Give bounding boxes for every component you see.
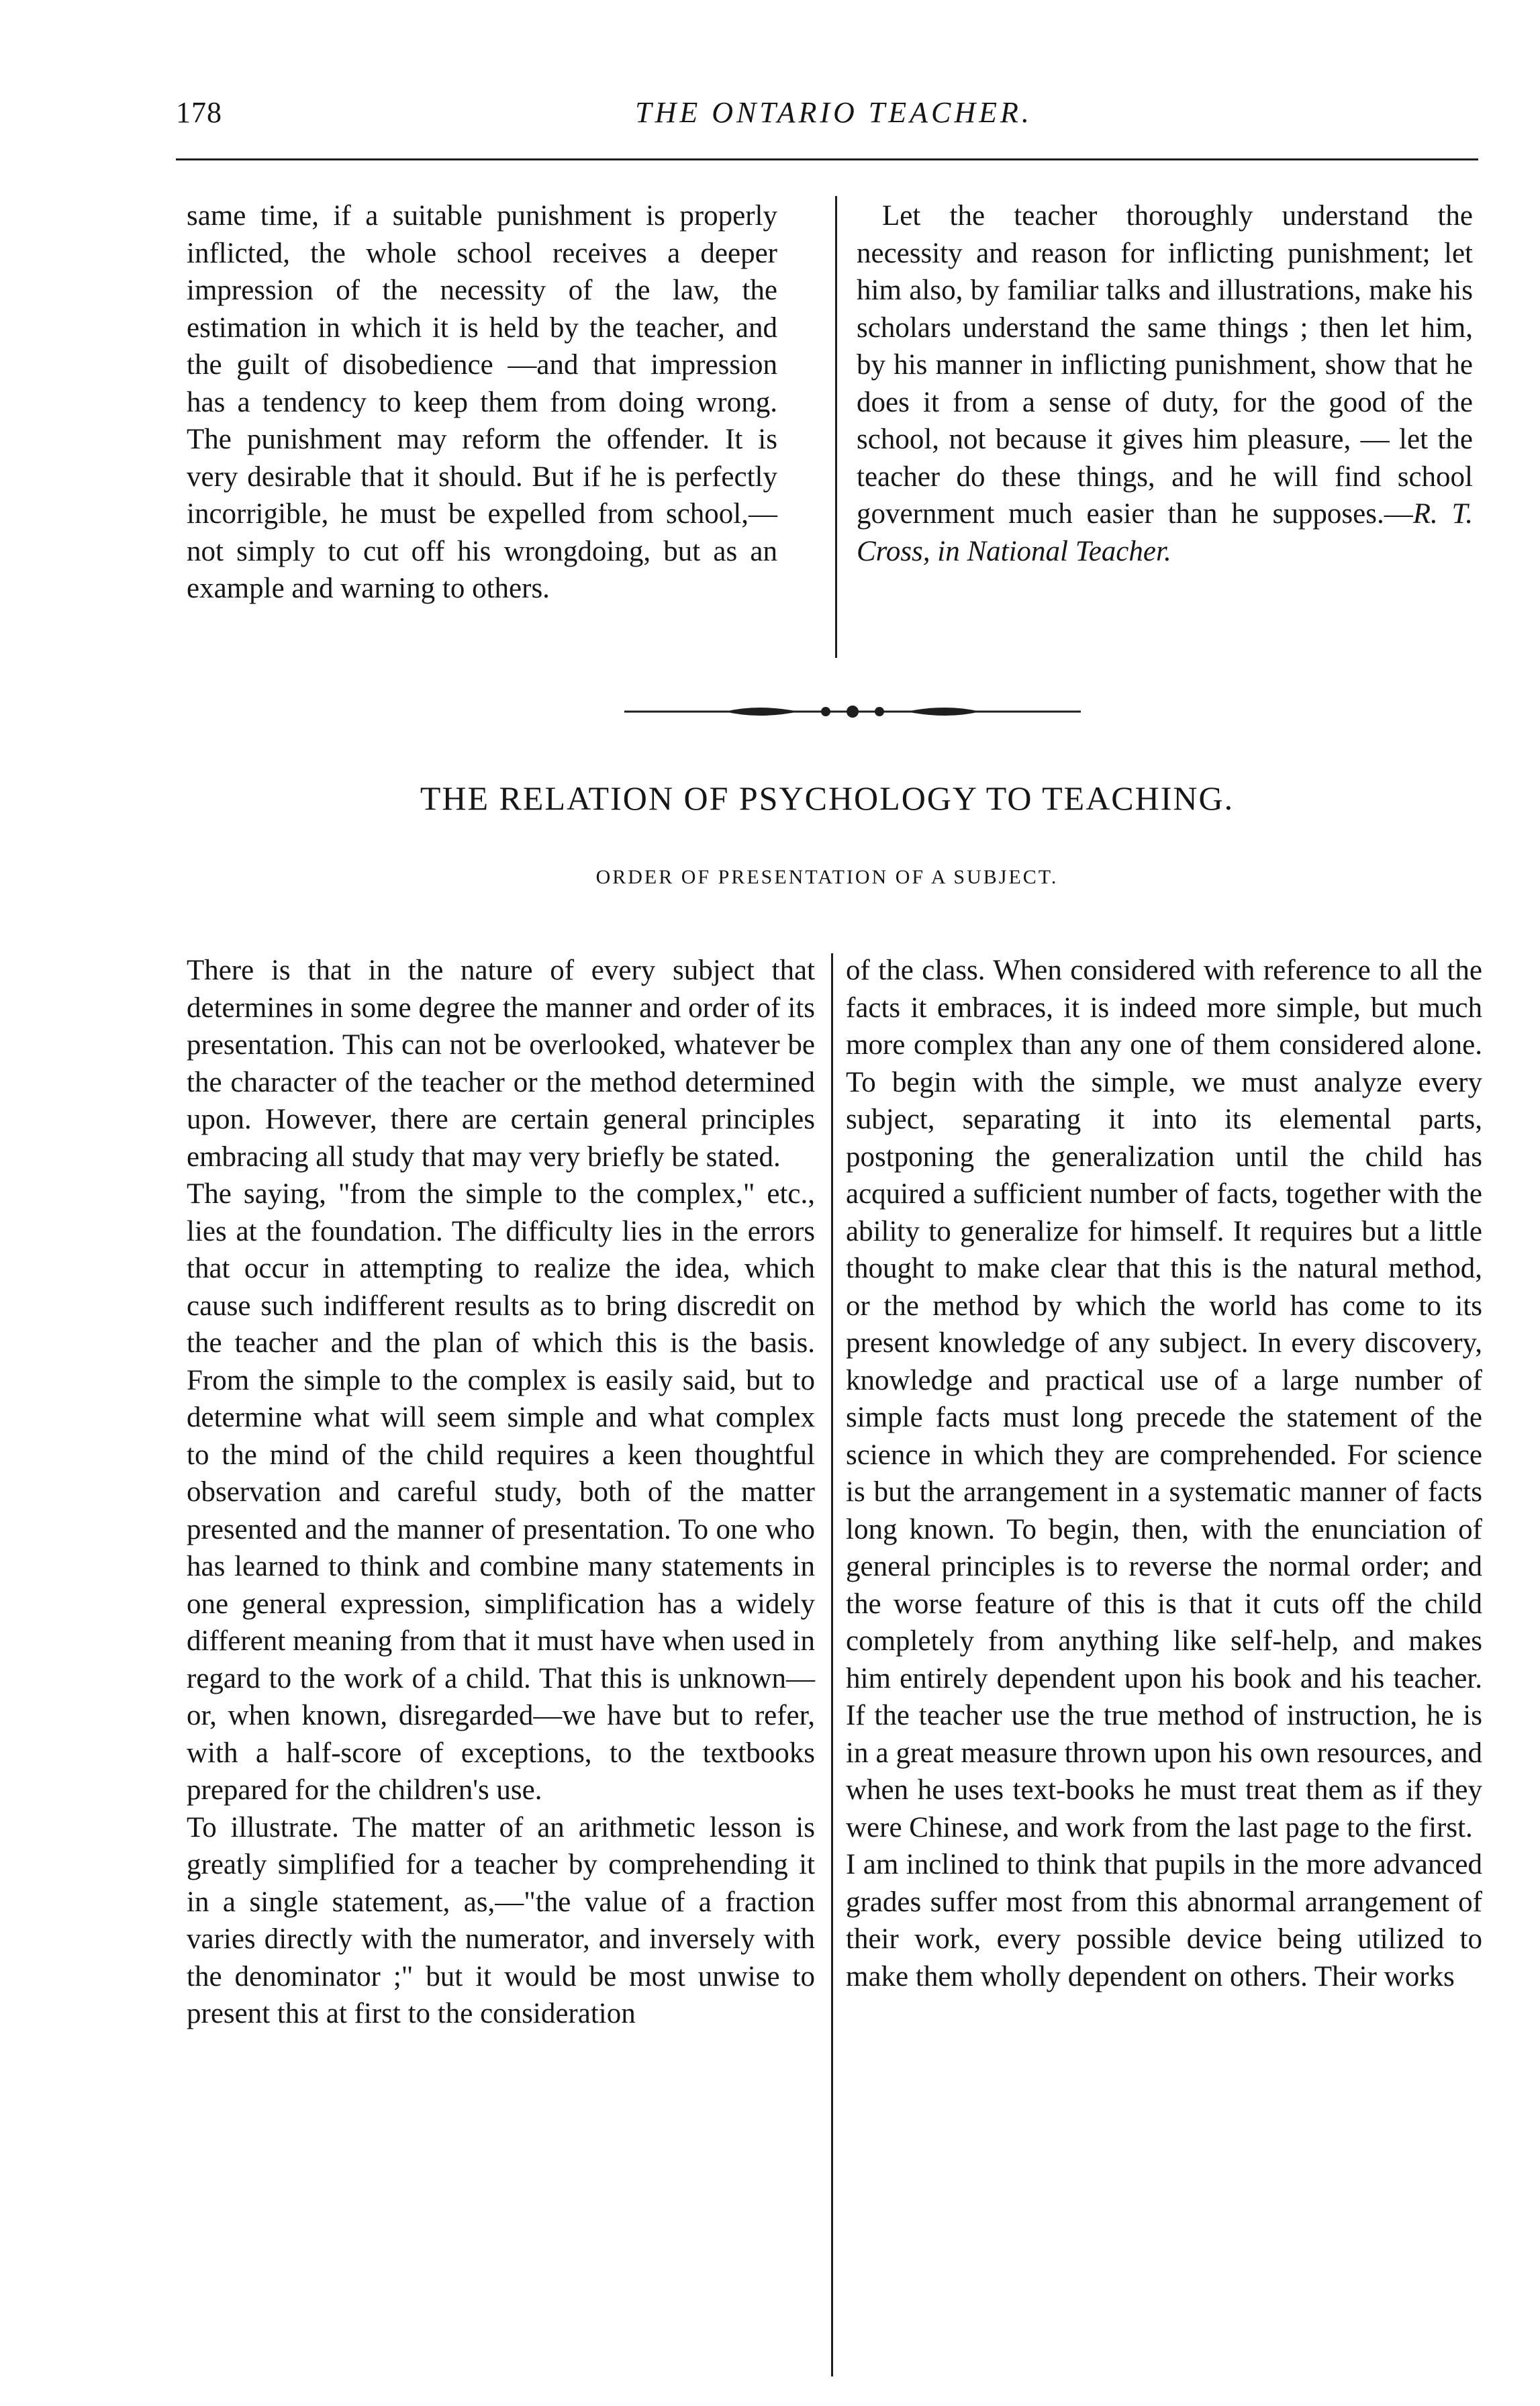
running-head — [176, 95, 1492, 136]
body-paragraph: The saying, "from the simple to the complex," etc., lies at the foundation. The difficulty lies in the errors that occur in attempting to realize the idea, which cause such indifferent results as to bring discredit on the teacher and the plan of which this is the basis. From the simple to the complex is easily said, but to determine what will seem simple and what complex to the mind of the child requires a keen thoughtful observation and careful study, both of the matter presented and the manner of presentation. To one who has learned to think and combine many statements in one general expression, simplification has a widely different meaning from that it must have when used in regard to the work of a child. That this is unknown— or, when known, disregarded—we have but to refer, with a half-score of exceptions, to the textbooks prepared for the children's use. — [187, 1178, 815, 1806]
body-paragraph: There is that in the nature of every subject that determines in some degree the manner and order of its presentation. This can not be overlooked, whatever be the character of the teacher or the method determined upon. However, there are certain general principles embracing all study that may very briefly be stated. — [187, 955, 815, 1173]
top-right-column — [857, 197, 1473, 570]
top-left-paragraph: same time, if a suitable punishment is properly inflicted, the whole school receives a deeper impression of the necessity of the law, the estimation in which it is held by the teacher, and the guilt of disobedience —and that impression has a tendency to keep them from doing wrong. The punishment may reform the offender. It is very desirable that it should. But if he is perfectly incorrigible, he must be expelled from school,—not simply to cut off his wrongdoing, but as an example and warning to others. — [187, 200, 777, 604]
column-divider-top — [835, 196, 837, 658]
body-paragraph: of the class. When considered with reference to all the facts it embraces, it is indeed more simple, but much more complex than any one of them considered alone. To begin with the simple, we must analyze every subject, separating it into its elemental parts, postponing the generalization until the child has acquired a sufficient number of facts, together with the ability to generalize for himself. It requires but a little thought to make clear that this is the natural method, or the method by which the world has come to its present knowledge of any subject. In every discovery, knowledge and practical use of a large number of simple facts must long precede the statement of the science in which they are comprehended. For science is but the arrangement in a systematic manner of facts long known. To begin, then, with the enunciation of general principles is to reverse the normal order; and the worse feature of this is that it cuts off the child completely from anything like self-help, and makes him entirely dependent upon his book and his teacher. If the teacher use the true method of instruction, he is in a great measure thrown upon his own resources, and when he uses text-books he must treat them as if they were Chinese, and work from the last page to the first. — [846, 955, 1482, 1843]
top-left-column — [187, 197, 777, 608]
body-paragraph: I am inclined to think that pupils in the more advanced grades suffer most from this abnormal arrangement of their work, every possible device being utilized to make them wholly dependent on others. Their works — [846, 1849, 1482, 1992]
article-title: THE RELATION OF PSYCHOLOGY TO TEACHING. — [420, 779, 1235, 817]
top-right-text: Let the teacher thoroughly understand the necessity and reason for inflicting punishment; let him also, by familiar talks and illustrations, make his scholars understand the same things ; then let him, by his manner in inflicting punishment, show that he does it from a sense of duty, for the good of the school, not because it gives him pleasure, — let the teacher do these things, and he will find school government much easier than he supposes.— — [857, 200, 1473, 530]
ornament-divider-icon — [624, 698, 1081, 725]
body-right-column — [846, 952, 1482, 1995]
journal-title: THE ONTARIO TEACHER. — [635, 96, 1032, 129]
top-right-paragraph — [857, 197, 1473, 570]
body-left-column — [187, 952, 815, 2033]
body-paragraph: To illustrate. The matter of an arithmetic lesson is greatly simplified for a teacher by comprehending it in a single statement, as,—"the value of a fraction varies directly with the numerator, and inversely with the denominator ;" but it would be most unwise to present this at first to the consideration — [187, 1811, 815, 2029]
page-number: 178 — [176, 96, 222, 129]
signature: R. T. Cross, in National Teacher. — [857, 498, 1474, 567]
article-subtitle: ORDER OF PRESENTATION OF A SUBJECT. — [595, 866, 1059, 888]
column-divider-body — [831, 953, 833, 2376]
header-rule — [176, 158, 1478, 160]
